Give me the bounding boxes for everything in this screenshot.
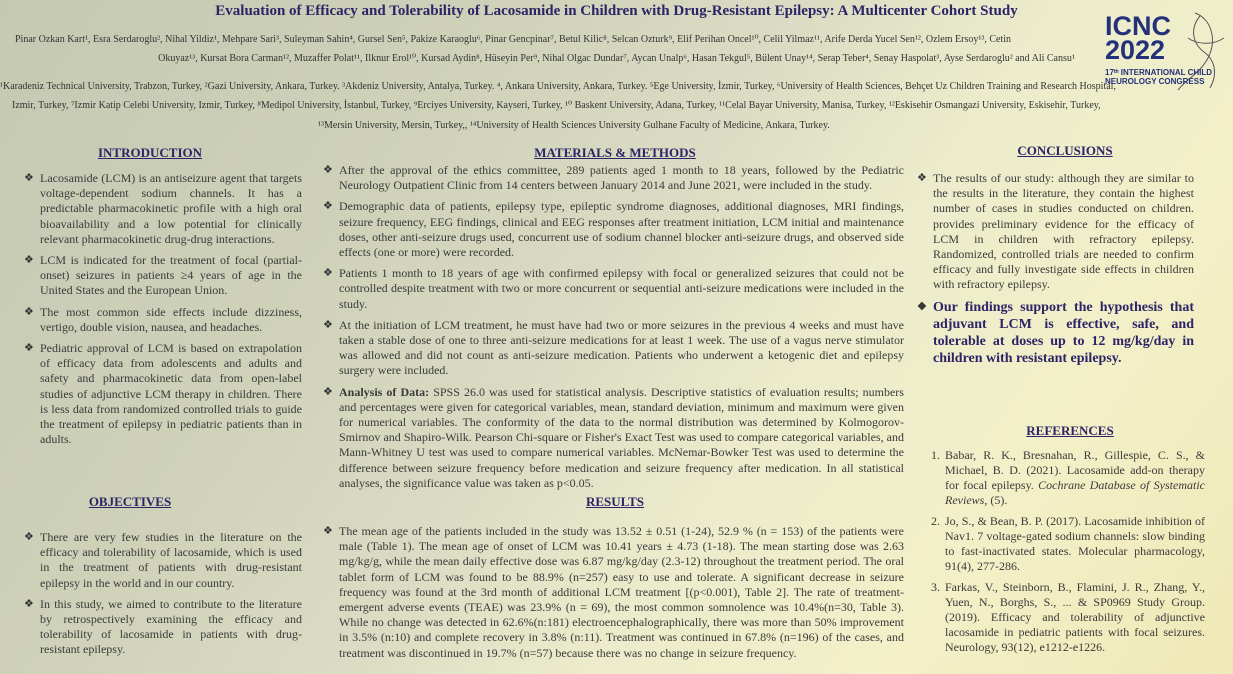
- methods-item: ❖ After the approval of the ethics committee, 289 patients aged 1 month to 18 years, followed by the Pediatric Neurology Outpatient Clinic from 14 centers between January 2014 and June 2021, were included in the study.: [323, 163, 904, 193]
- objectives-section: [24, 530, 302, 664]
- reference-item: 2. Jo, S., & Bean, B. P. (2017). Lacosamide inhibition of Nav1. 7 voltage-gated sodium channels: slow binding to fast-inactivated states. Molecular pharmacology, 91(4), 277-286.: [943, 514, 1205, 574]
- results-section: [323, 524, 904, 667]
- congress-logo: [1100, 8, 1230, 98]
- methods-item: ❖ Patients 1 month to 18 years of age with confirmed epilepsy with focal or generalized seizures that could not be controlled despite treatment with two or more concurrent or sequential anti-seizure medications were included in the study.: [323, 266, 904, 312]
- authors-line-1: Pinar Ozkan Kart¹, Esra Serdaroglu², Nihal Yildiz¹, Mehpare Sari³, Suleyman Sahin⁴, Gursel Sen⁵, Pakize Karaoglu⁶, Pinar Gencpinar⁷, Betul Kilic⁸, Selcan Ozturk⁹, Elif Perihan Oncel¹⁰, Celil Yilmaz¹¹, Arife Derda Yucel Sen¹², Ozlem Ersoy¹³, Cetin: [15, 34, 1011, 45]
- analysis-text: SPSS 26.0 was used for statistical analysis. Descriptive statistics of evaluation results; numbers and percentages were given for categorical variables, mean, standard deviation, minimum and maximum were given for numerical variables. The conformity of the data to the normal distribution was determined by Kolmogorov-Smirnov and Shapiro-Wilk. Pearson Chi-square or Fisher's Exact Test was used to compare categorical variables, and Mann-Whitney U test was used to compare numerical variables. McNemar-Bowker Test was used to determine the difference between seizure frequency before medication and seizure frequency after medication. In all statistical analyses, the significance value was taken as p<0.05.: [339, 384, 904, 490]
- introduction-item: ❖ The most common side effects include dizziness, vertigo, double vision, nausea, and headaches.: [24, 305, 302, 335]
- objectives-heading: OBJECTIVES: [88, 494, 172, 509]
- affiliations-line-3: ¹³Mersin University, Mersin, Turkey,, ¹⁴University of Health Sciences University Gulhane Faculty of Medicine, Ankara, Turkey.: [318, 120, 830, 131]
- methods-heading: MATERIALS & METHODS: [534, 145, 696, 160]
- logo-subtitle-2: NEUROLOGY CONGRESS: [1105, 77, 1205, 86]
- results-item: ❖ The mean age of the patients included in the study was 13.52 ± 0.51 (1-24), 52.9 % (n = 153) of the patients were male (Table 1). The mean age of onset of LCM was 10.41 years ± 4.73 (1-18). The mean starting dose was 2.63 mg/kg/g, while the mean daily effective dose was 6.87 mg/kg/day (2.3-12) throughout the treatment period. The oral tablet form of LCM was found to be 88.9% (n=257) easy to use and tolerate. A significant decrease in seizure frequency was found at the 3rd month of additional LCM treatment [(p<0.001), Table 2]. The rate of treatment-emergent adverse events (TEAE) was 23.9% (n = 69), the most common somnolence was 10.4%(n=30, Table 3). While no change was detected in 62.6%(n:181) electroencephalographically, there was more than 50% improvement in 3.5% (n:10) and complete recovery in 3.8% (n:11). Treatment was continued in 67.8% (n=196) of the cases, and treatment was discontinued in 19.7% (n=57) because there was no change in seizure frequency.: [323, 524, 904, 661]
- methods-item: ❖ Demographic data of patients, epilepsy type, epileptic syndrome diagnoses, additional diagnoses, MRI findings, seizure frequency, EEG findings, clinical and EEG responses after treatment initiation, LCM initial and maintenance doses, other anti-seizure drugs used, concurrent use of sodium channel blocker anti-seizure drugs, and observed side effects (one or more) were recorded.: [323, 199, 904, 260]
- introduction-item: ❖ Pediatric approval of LCM is based on extrapolation of efficacy data from adolescents and adults and safety and pharmacokinetic data from open-label studies of adjunctive LCM therapy in children. There is less data from randomized controlled trials to guide the treatment of epilepsy in pediatric patients than in adults.: [24, 341, 302, 447]
- logo-subtitle-1: 17ᵗʰ INTERNATIONAL CHILD: [1105, 68, 1213, 77]
- reference-tail: , (5).: [984, 493, 1008, 507]
- conclusions-section: [917, 171, 1194, 373]
- analysis-label: Analysis of Data:: [339, 384, 430, 399]
- references-section: [925, 448, 1205, 661]
- references-heading: REFERENCES: [1026, 423, 1114, 438]
- objectives-item: ❖ There are very few studies in the literature on the efficacy and tolerability of lacosamide, which is used in the treatment of patients with drug-resistant epilepsy in the world and in our country.: [24, 530, 302, 591]
- introduction-heading: INTRODUCTION: [97, 145, 202, 160]
- results-heading: RESULTS: [585, 494, 645, 509]
- methods-item: ❖ At the initiation of LCM treatment, he must have had two or more seizures in the previous 4 weeks and must have taken a stable dose of one to three anti-seizure medications for at least 1 week. The use of a vagus nerve stimulator was allowed and did not count as anti-seizure medication. Patients who underwent a ketogenic diet and epilepsy surgery were included.: [323, 318, 904, 379]
- reference-text: Babar, R. K., Bresnahan, R., Gillespie, C. S., & Michael, B. D. (2021). Lacosamide add-on therapy for focal epilepsy.: [945, 448, 1205, 492]
- methods-section: [323, 163, 904, 497]
- affiliations-line-1: ¹Karadeniz Technical University, Trabzon, Turkey, ²Gazi University, Ankara, Turkey. ³Akdeniz University, Antalya, Turkey. ⁴, Ankara University, Ankara, Turkey. ⁵Ege University, İzmir, Turkey, ⁶University of Health Sciences, Behçet Uz Children Training and Research Hospital,: [0, 81, 1116, 92]
- conclusions-item: ❖ The results of our study: although they are similar to the results in the literature, they contain the highest number of cases in studies conducted on children. provides preliminary evidence for the efficacy of LCM in children with refractory epilepsy. Randomized, controlled trials are needed to confirm efficacy and fully investigate side effects in children with refractory epilepsy.: [917, 171, 1194, 293]
- introduction-item: ❖ LCM is indicated for the treatment of focal (partial-onset) seizures in patients ≥4 years of age in the United States and the European Union.: [24, 253, 302, 299]
- logo-line-2: 2022: [1105, 35, 1166, 65]
- conclusions-highlight: ❖ Our findings support the hypothesis that adjuvant LCM is effective, safe, and tolerable at doses up to 12 mg/kg/day in children with resistant epilepsy.: [917, 299, 1194, 367]
- reference-item: 3. Farkas, V., Steinborn, B., Flamini, J. R., Zhang, Y., Yuen, N., Borghs, S., ... & SP0969 Study Group. (2019). Efficacy and tolerability of adjunctive lacosamide in pediatric patients with focal seizures. Neurology, 93(12), e1212-e1226.: [943, 580, 1205, 655]
- poster-title: Evaluation of Efficacy and Tolerability of Lacosamide in Children with Drug-Resistant Epilepsy: A Multicenter Cohort Study: [215, 3, 1018, 19]
- authors-line-2: Okuyaz¹³, Kursat Bora Carman¹², Muzaffer Polat¹¹, Ilknur Erol¹⁰, Kursad Aydin⁸, Hüseyin Per⁹, Nihal Olgac Dundar⁷, Aycan Unalp⁶, Hasan Tekgul⁵, Bülent Unay¹⁴, Serap Teber⁴, Senay Haspolat³, Ayse Serdaroglu² and Ali Cansu¹: [158, 53, 1075, 64]
- analysis-item: [323, 385, 904, 491]
- objectives-item: ❖ In this study, we aimed to contribute to the literature by retrospectively examining the efficacy and tolerability of lacosamide in patients with drug-resistant epilepsy.: [24, 597, 302, 658]
- reference-item: [943, 448, 1205, 508]
- logo-line-1: ICNC: [1105, 11, 1171, 41]
- introduction-item: ❖ Lacosamide (LCM) is an antiseizure agent that targets voltage-dependent sodium channels. It has a predictable pharmacokinetic profile with a high oral bioavailability and a low potential for clinically relevant pharmacokinetic drug-drug interactions.: [24, 171, 302, 247]
- reference-journal: Cochrane Database of Systematic Reviews: [945, 478, 1205, 507]
- introduction-section: [24, 171, 302, 453]
- conclusions-heading: CONCLUSIONS: [1017, 143, 1113, 158]
- affiliations-line-2: Izmir, Turkey, ⁷Izmir Katip Celebi University, Izmir, Turkey, ⁸Medipol University, İstanbul, Turkey, ⁹Erciyes University, Kayseri, Turkey, ¹⁰ Baskent University, Adana, Turkey, ¹¹Celal Bayar University, Manisa, Turkey, ¹²Eskisehir Osmangazi University, Eskisehir, Turkey,: [12, 100, 1101, 111]
